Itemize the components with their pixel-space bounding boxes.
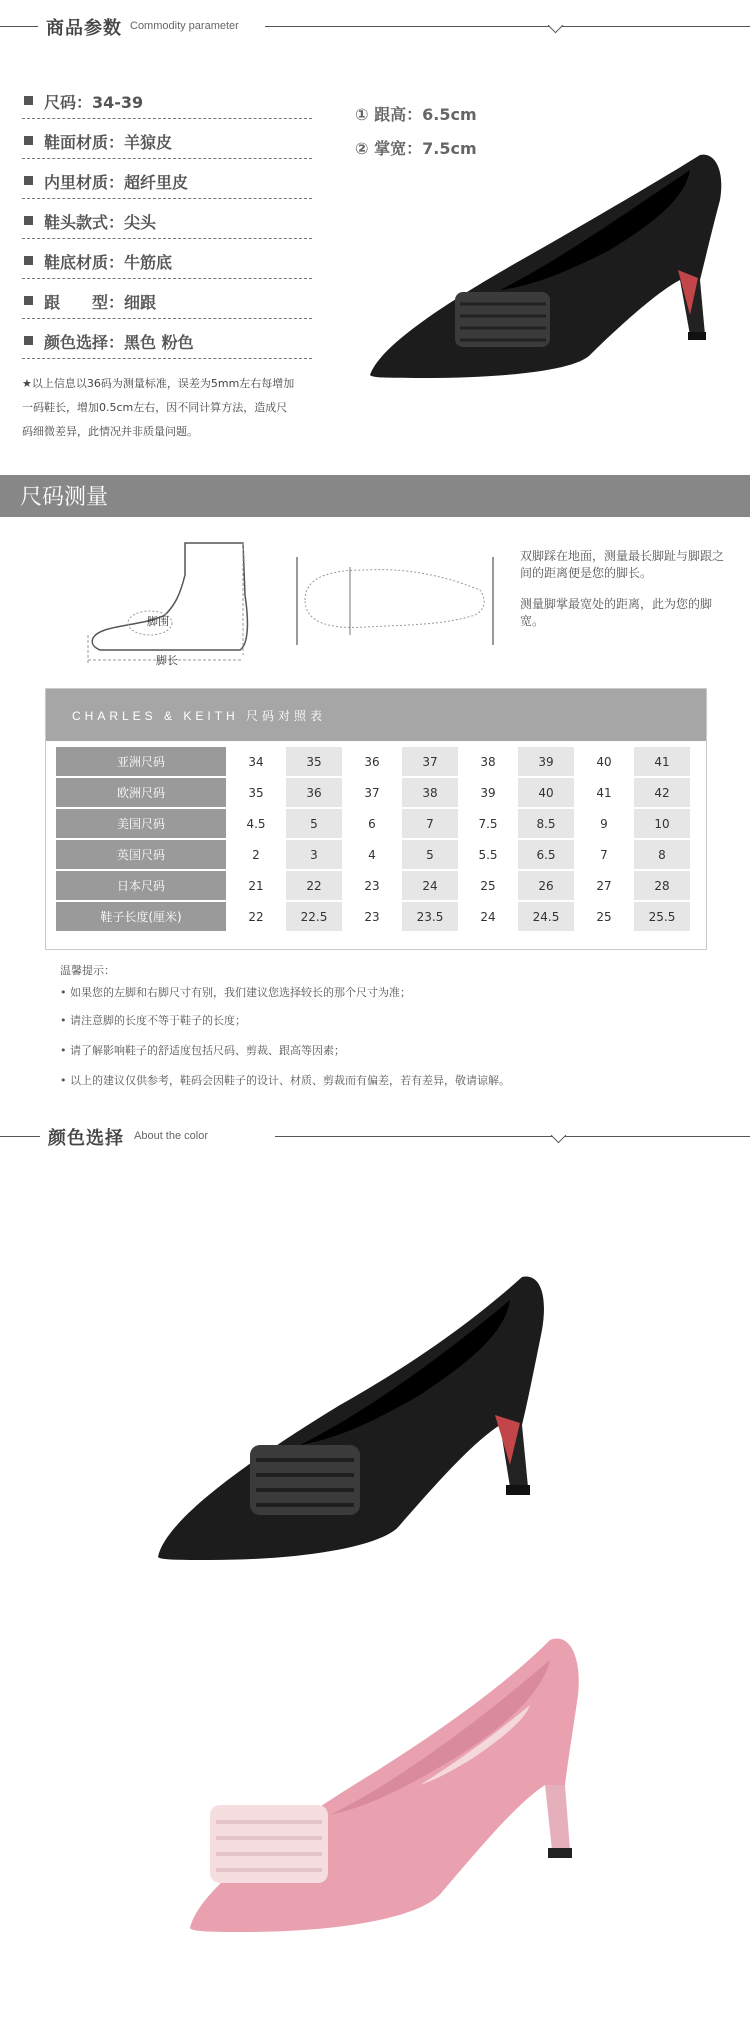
foot-top-diagram bbox=[295, 555, 495, 650]
measure-instruction-length: 双脚踩在地面，测量最长脚趾与脚跟之间的距离便是您的脚长。 bbox=[520, 549, 725, 580]
black-shoe-image bbox=[150, 1265, 550, 1565]
param-sole-material: 鞋底材质：牛筋底 bbox=[22, 248, 312, 279]
table-row: 鞋子长度(厘米) 22 22.5 23 23.5 24 24.5 25 25.5 bbox=[56, 902, 690, 931]
table-row: 美国尺码 4.5 5 6 7 7.5 8.5 9 10 bbox=[56, 809, 690, 838]
color-section-subtitle: About the color bbox=[134, 1130, 208, 1142]
header-notch bbox=[548, 18, 564, 34]
color-section-header bbox=[0, 1118, 750, 1154]
header-line-right bbox=[265, 26, 750, 27]
header-notch bbox=[551, 1128, 567, 1144]
param-upper-material: 鞋面材质：羊猄皮 bbox=[22, 128, 312, 159]
size-chart-title: CHARLES & KEITH 尺码对照表 bbox=[72, 709, 327, 723]
size-measure-band bbox=[0, 475, 750, 517]
param-size: 尺码：34-39 bbox=[22, 88, 312, 119]
size-chart-header bbox=[46, 689, 706, 741]
header-line-right bbox=[275, 1136, 750, 1137]
foot-side-diagram bbox=[80, 535, 260, 670]
black-shoe-image-top bbox=[360, 140, 730, 380]
measure-instruction-width: 测量脚掌最宽处的距离，此为您的脚宽。 bbox=[520, 597, 713, 628]
header-line-left bbox=[0, 26, 38, 27]
dimension-sole-width: ② 掌宽：7.5cm bbox=[355, 139, 477, 158]
table-row: 英国尺码 2 3 4 5 5.5 6.5 7 8 bbox=[56, 840, 690, 869]
header-line-left bbox=[0, 1136, 40, 1137]
params-section-header bbox=[0, 8, 750, 44]
tips-title: 温馨提示： bbox=[60, 964, 115, 977]
param-colors: 颜色选择：黑色 粉色 bbox=[22, 328, 312, 359]
tip-item: • 请了解影响鞋子的舒适度包括尺码、剪裁、跟高等因素； bbox=[60, 1044, 345, 1057]
param-lining-material: 内里材质：超纤里皮 bbox=[22, 168, 312, 199]
size-measure-title: 尺码测量 bbox=[20, 485, 109, 510]
params-section-title: 商品参数 bbox=[46, 18, 122, 39]
dimension-heel-height: ① 跟高：6.5cm bbox=[355, 105, 477, 124]
param-toe-style: 鞋头款式：尖头 bbox=[22, 208, 312, 239]
table-row: 亚洲尺码 34 35 36 37 38 39 40 41 bbox=[56, 747, 690, 776]
size-chart bbox=[45, 688, 707, 950]
table-row: 欧洲尺码 35 36 37 38 39 40 41 42 bbox=[56, 778, 690, 807]
foot-length-label: 脚长 bbox=[156, 654, 178, 667]
color-section-title: 颜色选择 bbox=[48, 1128, 124, 1149]
tip-item: • 如果您的左脚和右脚尺寸有别，我们建议您选择较长的那个尺寸为准； bbox=[60, 986, 411, 999]
param-heel-type: 跟 型：细跟 bbox=[22, 288, 312, 319]
size-note: ★以上信息以36码为测量标准，误差为5mm左右每增加 一码鞋长，增加0.5cm左右，因不同计算方法，造成尺 码细微差异，此情况并非质量问题。 bbox=[22, 377, 295, 438]
tip-item: • 以上的建议仅供参考，鞋码会因鞋子的设计、材质、剪裁而有偏差，若有差异，敬请谅解。 bbox=[60, 1074, 510, 1087]
pink-shoe-image bbox=[180, 1610, 600, 1940]
size-chart-table bbox=[54, 745, 692, 933]
params-section-subtitle: Commodity parameter bbox=[130, 20, 239, 32]
foot-instep-label: 脚围 bbox=[147, 615, 169, 628]
table-row: 日本尺码 21 22 23 24 25 26 27 28 bbox=[56, 871, 690, 900]
tip-item: • 请注意脚的长度不等于鞋子的长度； bbox=[60, 1014, 246, 1027]
